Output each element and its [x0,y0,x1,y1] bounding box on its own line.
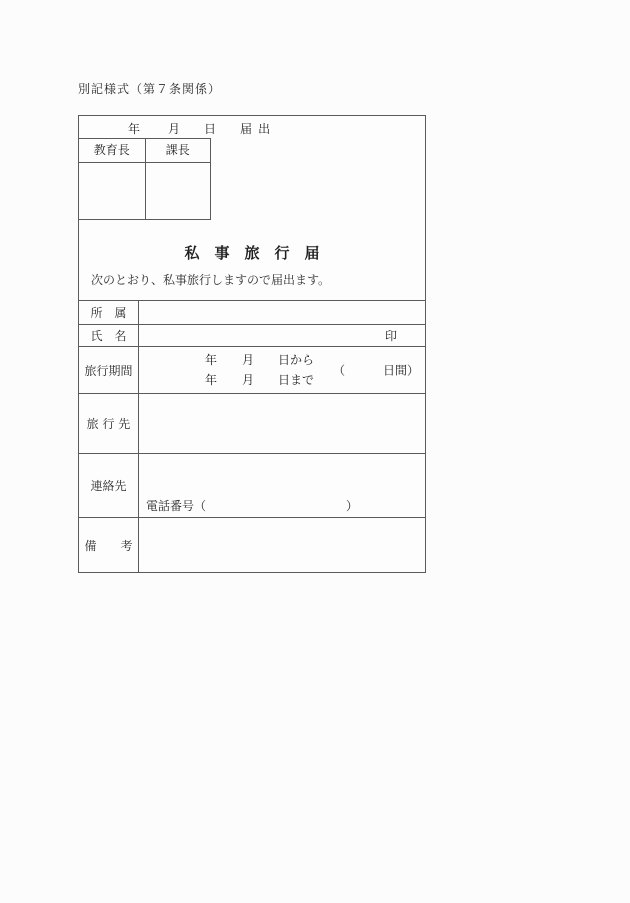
travel-notification-form [78,115,426,573]
approval-stamp-cell-section-chief[interactable] [145,163,211,219]
contact-field[interactable] [139,454,425,517]
approval-header-row [79,139,210,163]
remarks-label: 備 考 [79,518,139,572]
destination-label: 旅 行 先 [79,394,139,453]
remarks-field[interactable] [139,518,425,572]
row-affiliation [79,301,425,324]
row-name [79,324,425,346]
affiliation-label: 所 属 [79,301,139,324]
approval-col-section-chief: 課長 [145,139,211,162]
name-label: 氏 名 [79,325,139,346]
destination-field[interactable] [139,394,425,453]
date-submit-label-1: 届 [240,122,253,136]
phone-close-paren: ） [346,499,359,513]
travel-period-field[interactable] [139,347,425,393]
contact-label: 連絡先 [79,454,139,517]
period-days-count [333,362,419,379]
form-style-heading: 別記様式（第７条関係） [78,82,222,96]
date-month-label: 月 [168,122,181,136]
date-year-label: 年 [128,122,141,136]
approval-stamp-table [79,138,211,220]
form-field-rows [79,300,425,572]
approval-col-superintendent: 教育長 [93,143,130,157]
phone-number-line [146,499,358,513]
row-contact [79,453,425,517]
period-from-year-label: 年 [205,353,218,367]
days-open-paren: （ [332,363,345,378]
period-from-month-label: 月 [242,353,255,367]
row-destination [79,393,425,453]
travel-period-label: 旅行期間 [79,347,139,393]
phone-number-label: 電話番号（ [146,499,207,513]
form-title: 私 事 旅 行 届 [184,244,320,262]
period-from-day-label: 日から [278,353,315,367]
days-suffix: 日間） [382,363,419,378]
name-field[interactable] [139,325,425,346]
period-to-month-label: 月 [242,373,255,387]
row-remarks [79,517,425,572]
affiliation-field[interactable] [139,301,425,324]
period-to-year-label: 年 [205,373,218,387]
period-to-day-label: 日まで [278,373,315,387]
form-intro-text: 次のとおり、私事旅行しますので届出ます。 [91,273,331,287]
date-day-label: 日 [204,122,217,136]
approval-stamp-row [79,163,210,219]
approval-stamp-cell-superintendent[interactable] [79,163,145,219]
date-submit-label-2: 出 [258,122,271,136]
seal-mark: 印 [384,329,397,343]
row-travel-period [79,346,425,393]
